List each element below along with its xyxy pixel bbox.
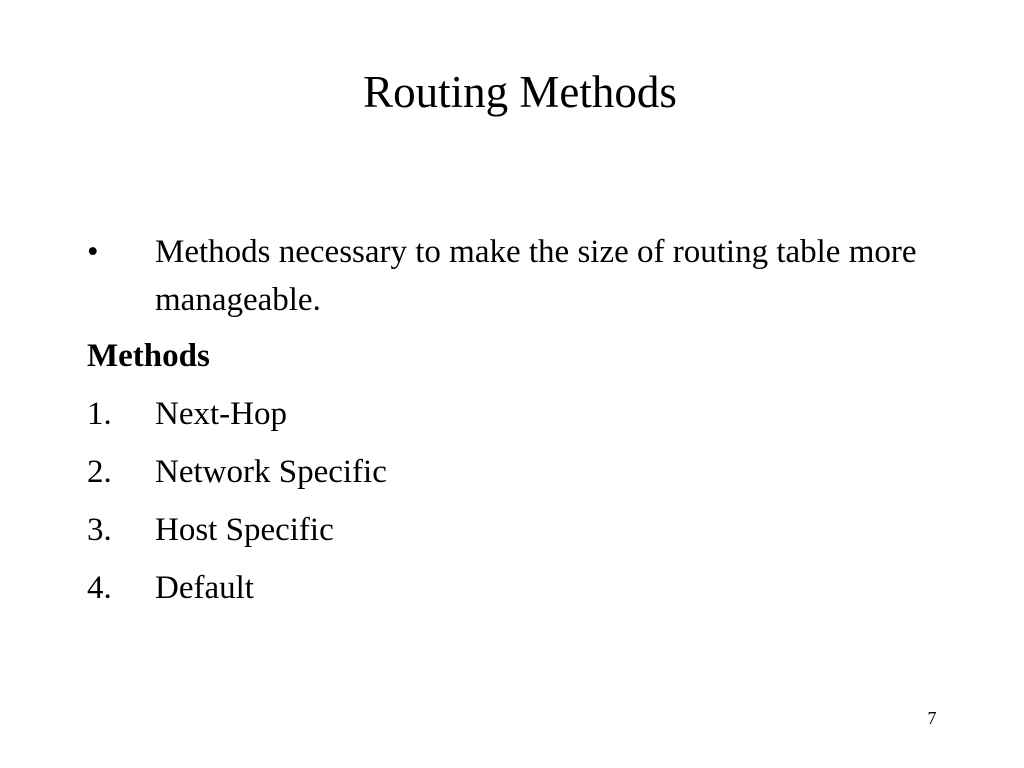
- slide-title: Routing Methods: [363, 67, 677, 117]
- list-item-3: [87, 506, 947, 554]
- list-item-2: [87, 448, 947, 496]
- section-heading: Methods: [87, 338, 210, 374]
- bullet-text: Methods necessary to make the size of routing table more manageable.: [155, 234, 917, 318]
- list-item-4: [87, 564, 947, 612]
- slide-body: [87, 228, 947, 622]
- list-item-number: 4.: [87, 570, 112, 606]
- list-item-label: Next-Hop: [155, 396, 287, 432]
- slide-number: 7: [927, 708, 937, 728]
- list-item-label: Network Specific: [155, 454, 387, 490]
- list-item-number: 1.: [87, 396, 112, 432]
- list-item-1: [87, 390, 947, 438]
- list-item-label: Default: [155, 570, 254, 606]
- bullet-item: [87, 228, 947, 324]
- list-item-label: Host Specific: [155, 512, 334, 548]
- bullet-marker: •: [87, 234, 99, 270]
- list-item-number: 2.: [87, 454, 112, 490]
- list-item-number: 3.: [87, 512, 112, 548]
